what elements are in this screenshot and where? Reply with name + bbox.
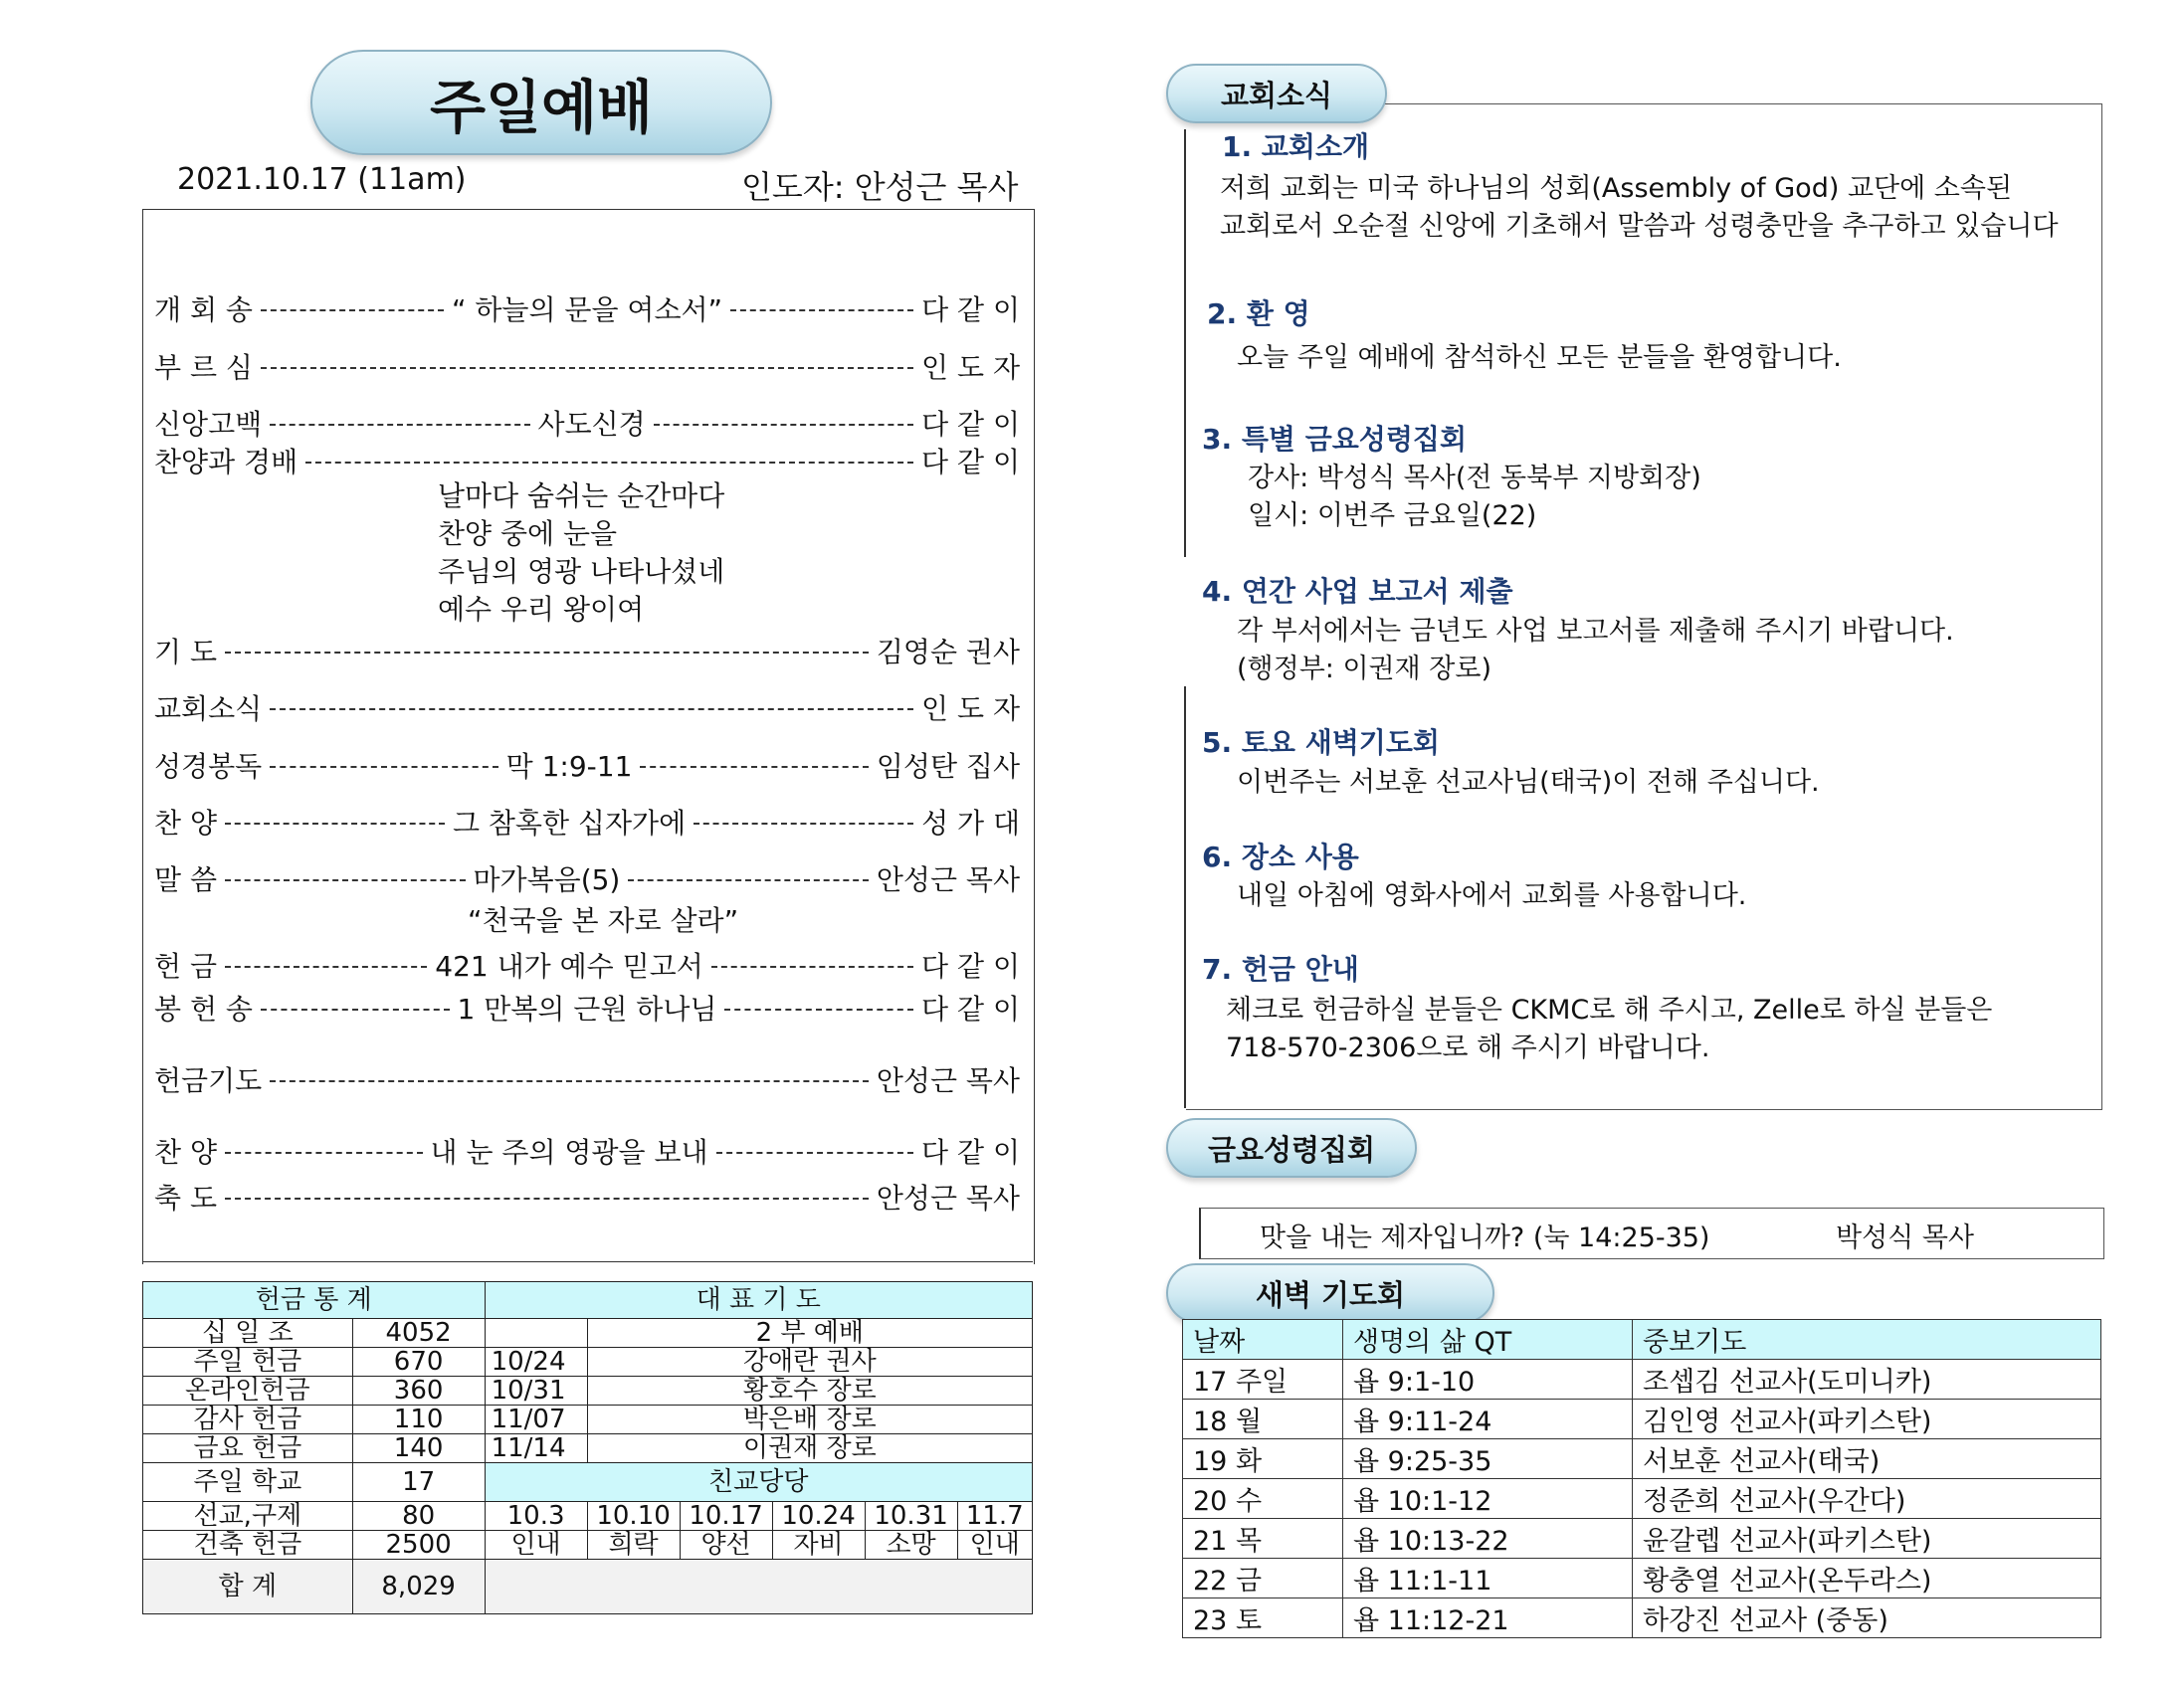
prayer-header: 대 표 기 도 <box>485 1282 1032 1319</box>
friday-sermon: 맛을 내는 제자입니까? (눅 14:25-35) <box>1260 1222 1710 1253</box>
program-row: 찬양과 경배 다 같 이 <box>154 446 1020 478</box>
news-frame-left <box>1184 686 1186 1108</box>
second-service: 2 부 예배 <box>587 1319 1032 1348</box>
program-bottom-divider <box>142 1261 1033 1262</box>
table-row: 23 토 욥 11:12-21 하강진 선교사 (중동) <box>1183 1598 2101 1638</box>
service-title: 주일예배 <box>429 74 654 141</box>
program-row: 헌 금 421 내가 예수 믿고서 다 같 이 <box>154 950 1020 983</box>
news-head-5: 5. 토요 새벽기도회 <box>1202 726 1440 759</box>
program-row: 말 씀 마가복음(5) 안성근 목사 <box>154 863 1021 896</box>
dawn-table: 날짜 생명의 삶 QT 중보기도 17 주일 욥 9:1-10 조셉김 선교사(도미니카) 18 월 욥 9:11-24 김인영 선교사(파키스탄) 19 화 욥 9:25-35 서보훈 선교사(태국) 20 수 욥 10:1-12 정준희 선교사(우간다) 21 목 욥 10:13-22 윤갈렙 선교사(파키스탄) 22 금 욥 11:1-11 황충열 선교사(온두라스) 23 토 욥 11:12-21 하강진 선교사 (중동) <box>1182 1319 2101 1638</box>
program-row: 성경봉독 막 1:9-11 임성탄 집사 <box>154 750 1021 783</box>
news-head-4: 4. 연간 사업 보고서 제출 <box>1202 575 1513 608</box>
table-row: 18 월 욥 9:11-24 김인영 선교사(파키스탄) <box>1183 1400 2101 1439</box>
table-row: 17 주일 욥 9:1-10 조셉김 선교사(도미니카) <box>1183 1360 2101 1400</box>
program-row: 축 도 안성근 목사 <box>154 1182 1020 1215</box>
program-row: 기 도 김영순 권사 <box>154 636 1020 668</box>
program-row: 헌금기도 안성근 목사 <box>154 1064 1020 1097</box>
offering-header: 헌금 통 계 <box>143 1282 486 1319</box>
news-head-7: 7. 헌금 안내 <box>1202 953 1359 986</box>
service-title-pill <box>310 50 772 155</box>
fellowship-header: 친교당당 <box>485 1463 1032 1502</box>
total-amount: 8,029 <box>352 1560 485 1614</box>
table-row: 21 목 욥 10:13-22 윤갈렙 선교사(파키스탄) <box>1183 1519 2101 1559</box>
total-label: 합 계 <box>143 1560 353 1614</box>
news-head-6: 6. 장소 사용 <box>1202 841 1359 873</box>
offering-table: 헌금 통 계 대 표 기 도 십 일 조 4052 2 부 예배 주일 헌금 670 10/24 강애란 권사 온라인헌금 360 10/31 황호수 장로 감사 헌금 110 11/07 박은배 장로 금요 헌금 140 11/14 이권재 장로 주일 학교 17 친교당당 선교,구제 80 10.3 10.10 10.17 10.24 10.31 11.7 건축 헌금 2500 인내 희락 양선 자비 소망 인내 합 계 8,029 <box>142 1281 1033 1614</box>
friday-title-pill: 금요성령집회 <box>1166 1118 1417 1178</box>
program-row: 찬 양 내 눈 주의 영광을 보내 다 같 이 <box>154 1136 1020 1169</box>
program-row: 교회소식 인 도 자 <box>154 692 1020 725</box>
news-head-1: 1. 교회소개 <box>1222 130 1370 163</box>
program-row: 개 회 송 “ 하늘의 문을 여소서” 다 같 이 <box>154 293 1021 326</box>
friday-speaker: 박성식 목사 <box>1836 1222 1974 1253</box>
program-row: 신앙고백 사도신경 다 같 이 <box>154 408 1021 441</box>
program-row: 부 르 심 인 도 자 <box>154 351 1020 384</box>
table-row: 22 금 욥 11:1-11 황충열 선교사(온두라스) <box>1183 1559 2101 1598</box>
news-head-3: 3. 특별 금요성령집회 <box>1202 423 1468 456</box>
news-title-pill: 교회소식 <box>1166 64 1387 123</box>
table-row: 19 화 욥 9:25-35 서보훈 선교사(태국) <box>1183 1439 2101 1479</box>
praise-lyrics: 날마다 숨쉬는 순간마다 찬양 중에 눈을 주님의 영광 나타나셨네 예수 우리 왕이여 <box>438 479 725 626</box>
sermon-title: “천국을 본 자로 살라” <box>468 904 739 937</box>
news-frame-left <box>1184 129 1186 557</box>
dawn-title-pill: 새벽 기도회 <box>1166 1263 1494 1323</box>
program-row: 봉 헌 송 1 만복의 근원 하나님 다 같 이 <box>154 993 1020 1026</box>
table-row: 20 수 욥 10:1-12 정준희 선교사(우간다) <box>1183 1479 2101 1519</box>
program-row: 찬 양 그 참혹한 십자가에 성 가 대 <box>154 807 1021 840</box>
news-head-2: 2. 환 영 <box>1207 297 1310 330</box>
service-date: 2021.10.17 (11am) <box>177 162 467 197</box>
service-leader: 인도자: 안성근 목사 <box>741 168 1019 206</box>
